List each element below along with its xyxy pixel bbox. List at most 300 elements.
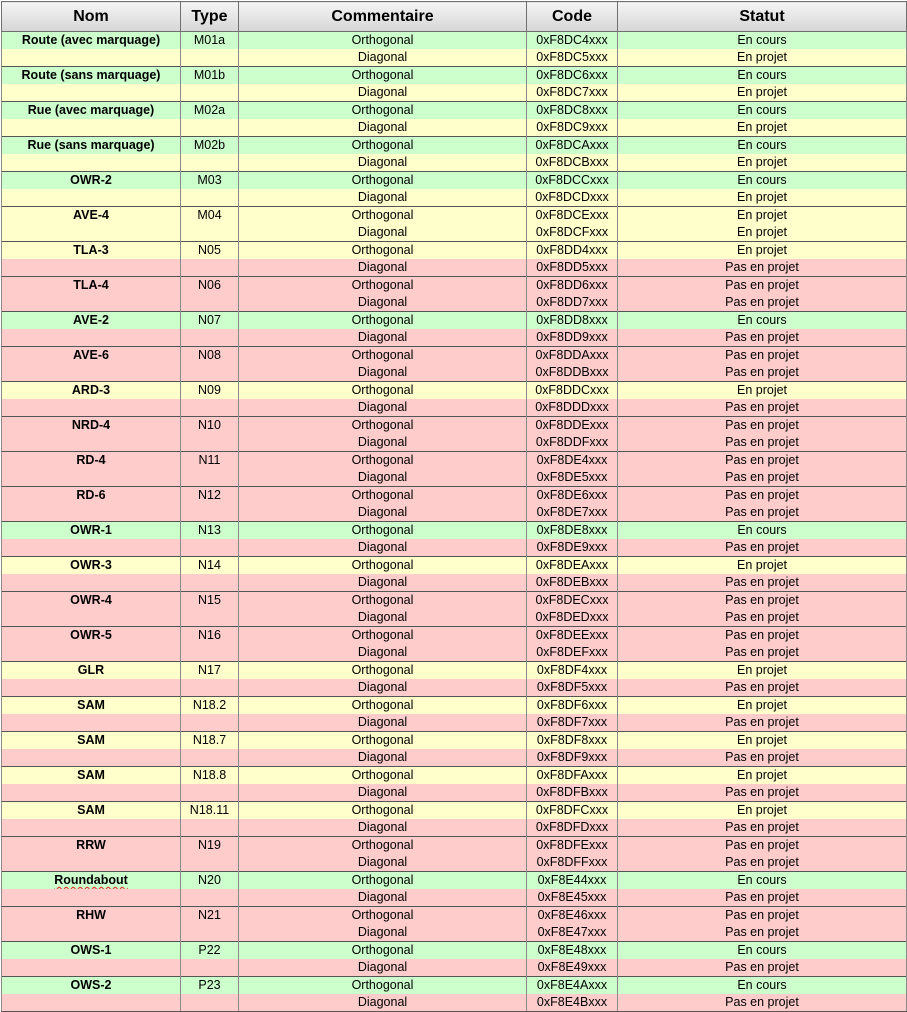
cell-statut: En projet bbox=[618, 662, 907, 680]
cell-nom bbox=[2, 294, 181, 312]
cell-code: 0xF8DD4xxx bbox=[527, 242, 618, 260]
cell-commentaire: Orthogonal bbox=[239, 977, 527, 995]
cell-statut: Pas en projet bbox=[618, 329, 907, 347]
table-row bbox=[2, 347, 907, 365]
cell-nom bbox=[2, 504, 181, 522]
cell-nom bbox=[2, 907, 181, 925]
nom-text: Roundabout bbox=[54, 873, 128, 887]
cell-type: M04 bbox=[181, 207, 239, 225]
cell-commentaire: Diagonal bbox=[239, 224, 527, 242]
cell-type bbox=[181, 574, 239, 592]
cell-type: N18.8 bbox=[181, 767, 239, 785]
cell-commentaire: Diagonal bbox=[239, 889, 527, 907]
nom-text: NRD-4 bbox=[71, 418, 111, 432]
table-row bbox=[2, 802, 907, 820]
nom-text: Rue (avec marquage) bbox=[27, 103, 155, 117]
table-row bbox=[2, 32, 907, 50]
cell-commentaire: Orthogonal bbox=[239, 277, 527, 295]
nom-text: OWS-1 bbox=[70, 943, 112, 957]
cell-nom bbox=[2, 802, 181, 820]
cell-statut: Pas en projet bbox=[618, 574, 907, 592]
cell-type: N20 bbox=[181, 872, 239, 890]
cell-commentaire: Orthogonal bbox=[239, 102, 527, 120]
cell-nom bbox=[2, 84, 181, 102]
cell-code: 0xF8E48xxx bbox=[527, 942, 618, 960]
cell-type bbox=[181, 329, 239, 347]
cell-nom bbox=[2, 872, 181, 890]
cell-commentaire: Diagonal bbox=[239, 364, 527, 382]
nom-text: SAM bbox=[77, 768, 105, 782]
cell-code: 0xF8E45xxx bbox=[527, 889, 618, 907]
table-row bbox=[2, 959, 907, 977]
cell-type: N07 bbox=[181, 312, 239, 330]
cell-commentaire: Orthogonal bbox=[239, 732, 527, 750]
cell-type: M03 bbox=[181, 172, 239, 190]
table-row bbox=[2, 767, 907, 785]
cell-nom bbox=[2, 137, 181, 155]
table-row bbox=[2, 889, 907, 907]
cell-commentaire: Diagonal bbox=[239, 644, 527, 662]
nom-text: OWR-1 bbox=[70, 523, 112, 537]
cell-code: 0xF8DF4xxx bbox=[527, 662, 618, 680]
cell-code: 0xF8DEAxxx bbox=[527, 557, 618, 575]
cell-code: 0xF8DC8xxx bbox=[527, 102, 618, 120]
cell-commentaire: Diagonal bbox=[239, 329, 527, 347]
cell-statut: Pas en projet bbox=[618, 959, 907, 977]
cell-commentaire: Diagonal bbox=[239, 49, 527, 67]
nom-text: TLA-3 bbox=[73, 243, 109, 257]
table-row bbox=[2, 242, 907, 260]
table-row bbox=[2, 627, 907, 645]
cell-code: 0xF8DD6xxx bbox=[527, 277, 618, 295]
cell-type: N14 bbox=[181, 557, 239, 575]
cell-type bbox=[181, 539, 239, 557]
cell-nom bbox=[2, 627, 181, 645]
cell-code: 0xF8DF7xxx bbox=[527, 714, 618, 732]
cell-statut: Pas en projet bbox=[618, 592, 907, 610]
cell-statut: En cours bbox=[618, 872, 907, 890]
cell-code: 0xF8DD5xxx bbox=[527, 259, 618, 277]
table-row bbox=[2, 592, 907, 610]
cell-commentaire: Orthogonal bbox=[239, 872, 527, 890]
table-row bbox=[2, 854, 907, 872]
cell-commentaire: Diagonal bbox=[239, 959, 527, 977]
cell-statut: Pas en projet bbox=[618, 539, 907, 557]
cell-commentaire: Orthogonal bbox=[239, 487, 527, 505]
cell-statut: En cours bbox=[618, 137, 907, 155]
table-row bbox=[2, 574, 907, 592]
cell-code: 0xF8E4Bxxx bbox=[527, 994, 618, 1012]
cell-nom bbox=[2, 574, 181, 592]
cell-type: N18.2 bbox=[181, 697, 239, 715]
cell-commentaire: Diagonal bbox=[239, 189, 527, 207]
cell-commentaire: Orthogonal bbox=[239, 32, 527, 50]
cell-nom bbox=[2, 417, 181, 435]
cell-commentaire: Orthogonal bbox=[239, 382, 527, 400]
cell-statut: En cours bbox=[618, 67, 907, 85]
cell-commentaire: Orthogonal bbox=[239, 417, 527, 435]
cell-type: P22 bbox=[181, 942, 239, 960]
cell-type: N08 bbox=[181, 347, 239, 365]
table-row bbox=[2, 312, 907, 330]
cell-statut: En projet bbox=[618, 154, 907, 172]
cell-nom bbox=[2, 452, 181, 470]
cell-type: N13 bbox=[181, 522, 239, 540]
cell-type: P23 bbox=[181, 977, 239, 995]
cell-statut: Pas en projet bbox=[618, 854, 907, 872]
cell-code: 0xF8DE8xxx bbox=[527, 522, 618, 540]
table-row bbox=[2, 364, 907, 382]
table-row bbox=[2, 557, 907, 575]
table-row bbox=[2, 697, 907, 715]
cell-type: N12 bbox=[181, 487, 239, 505]
cell-nom bbox=[2, 959, 181, 977]
table-row bbox=[2, 487, 907, 505]
cell-code: 0xF8DCDxxx bbox=[527, 189, 618, 207]
cell-nom bbox=[2, 784, 181, 802]
cell-nom bbox=[2, 259, 181, 277]
cell-type bbox=[181, 679, 239, 697]
cell-commentaire: Orthogonal bbox=[239, 697, 527, 715]
cell-commentaire: Diagonal bbox=[239, 84, 527, 102]
cell-statut: En projet bbox=[618, 732, 907, 750]
cell-type: N05 bbox=[181, 242, 239, 260]
cell-code: 0xF8DF5xxx bbox=[527, 679, 618, 697]
cell-commentaire: Diagonal bbox=[239, 924, 527, 942]
cell-statut: En projet bbox=[618, 119, 907, 137]
cell-commentaire: Diagonal bbox=[239, 399, 527, 417]
cell-code: 0xF8DFBxxx bbox=[527, 784, 618, 802]
nom-text: RHW bbox=[76, 908, 106, 922]
cell-nom bbox=[2, 487, 181, 505]
cell-nom bbox=[2, 242, 181, 260]
cell-commentaire: Orthogonal bbox=[239, 522, 527, 540]
cell-code: 0xF8DCExxx bbox=[527, 207, 618, 225]
nom-text: Rue (sans marquage) bbox=[27, 138, 155, 152]
cell-statut: En cours bbox=[618, 522, 907, 540]
cell-nom bbox=[2, 207, 181, 225]
cell-code: 0xF8E44xxx bbox=[527, 872, 618, 890]
cell-commentaire: Diagonal bbox=[239, 434, 527, 452]
cell-code: 0xF8DE4xxx bbox=[527, 452, 618, 470]
table-row bbox=[2, 329, 907, 347]
table-row bbox=[2, 277, 907, 295]
nom-text: AVE-2 bbox=[73, 313, 109, 327]
header-commentaire: Commentaire bbox=[239, 2, 527, 32]
table-row bbox=[2, 434, 907, 452]
cell-statut: Pas en projet bbox=[618, 452, 907, 470]
cell-code: 0xF8DE6xxx bbox=[527, 487, 618, 505]
table-row bbox=[2, 924, 907, 942]
cell-statut: Pas en projet bbox=[618, 627, 907, 645]
header-type: Type bbox=[181, 2, 239, 32]
cell-statut: Pas en projet bbox=[618, 837, 907, 855]
cell-code: 0xF8DEExxx bbox=[527, 627, 618, 645]
cell-nom bbox=[2, 277, 181, 295]
cell-code: 0xF8E49xxx bbox=[527, 959, 618, 977]
cell-code: 0xF8DFExxx bbox=[527, 837, 618, 855]
cell-type: M02b bbox=[181, 137, 239, 155]
cell-commentaire: Orthogonal bbox=[239, 137, 527, 155]
table-row bbox=[2, 609, 907, 627]
cell-statut: Pas en projet bbox=[618, 714, 907, 732]
cell-commentaire: Diagonal bbox=[239, 539, 527, 557]
cell-statut: Pas en projet bbox=[618, 277, 907, 295]
cell-statut: En cours bbox=[618, 942, 907, 960]
table-row bbox=[2, 84, 907, 102]
table-row bbox=[2, 679, 907, 697]
cell-statut: Pas en projet bbox=[618, 417, 907, 435]
nom-text: OWR-3 bbox=[70, 558, 112, 572]
cell-type bbox=[181, 399, 239, 417]
table-row bbox=[2, 644, 907, 662]
cell-nom bbox=[2, 697, 181, 715]
cell-code: 0xF8DDExxx bbox=[527, 417, 618, 435]
cell-type: N18.7 bbox=[181, 732, 239, 750]
cell-type bbox=[181, 994, 239, 1012]
cell-statut: En projet bbox=[618, 382, 907, 400]
cell-code: 0xF8DC6xxx bbox=[527, 67, 618, 85]
cell-code: 0xF8DEFxxx bbox=[527, 644, 618, 662]
table-row bbox=[2, 294, 907, 312]
cell-code: 0xF8DDAxxx bbox=[527, 347, 618, 365]
table-row bbox=[2, 119, 907, 137]
cell-nom bbox=[2, 662, 181, 680]
table-row bbox=[2, 662, 907, 680]
cell-nom bbox=[2, 119, 181, 137]
cell-type bbox=[181, 959, 239, 977]
cell-statut: Pas en projet bbox=[618, 434, 907, 452]
cell-nom bbox=[2, 49, 181, 67]
table-row bbox=[2, 784, 907, 802]
cell-nom bbox=[2, 347, 181, 365]
cell-code: 0xF8DC5xxx bbox=[527, 49, 618, 67]
cell-code: 0xF8DC7xxx bbox=[527, 84, 618, 102]
cell-statut: En projet bbox=[618, 697, 907, 715]
table-row bbox=[2, 942, 907, 960]
cell-type bbox=[181, 924, 239, 942]
cell-statut: En projet bbox=[618, 207, 907, 225]
cell-nom bbox=[2, 329, 181, 347]
cell-type: N17 bbox=[181, 662, 239, 680]
cell-statut: Pas en projet bbox=[618, 609, 907, 627]
cell-nom bbox=[2, 767, 181, 785]
cell-type bbox=[181, 609, 239, 627]
cell-nom bbox=[2, 434, 181, 452]
cell-commentaire: Diagonal bbox=[239, 994, 527, 1012]
cell-commentaire: Diagonal bbox=[239, 154, 527, 172]
cell-statut: Pas en projet bbox=[618, 784, 907, 802]
cell-commentaire: Diagonal bbox=[239, 819, 527, 837]
cell-type: N15 bbox=[181, 592, 239, 610]
cell-statut: En projet bbox=[618, 224, 907, 242]
cell-statut: Pas en projet bbox=[618, 504, 907, 522]
cell-type: M01b bbox=[181, 67, 239, 85]
cell-statut: Pas en projet bbox=[618, 399, 907, 417]
cell-statut: Pas en projet bbox=[618, 294, 907, 312]
cell-commentaire: Orthogonal bbox=[239, 207, 527, 225]
cell-statut: Pas en projet bbox=[618, 679, 907, 697]
cell-nom bbox=[2, 172, 181, 190]
table-row bbox=[2, 189, 907, 207]
table-row bbox=[2, 819, 907, 837]
cell-code: 0xF8DE9xxx bbox=[527, 539, 618, 557]
cell-nom bbox=[2, 557, 181, 575]
cell-nom bbox=[2, 224, 181, 242]
cell-nom bbox=[2, 102, 181, 120]
nom-text: ARD-3 bbox=[71, 383, 111, 397]
cell-code: 0xF8DCBxxx bbox=[527, 154, 618, 172]
cell-statut: Pas en projet bbox=[618, 364, 907, 382]
cell-statut: En cours bbox=[618, 172, 907, 190]
cell-type bbox=[181, 49, 239, 67]
cell-statut: Pas en projet bbox=[618, 924, 907, 942]
cell-commentaire: Diagonal bbox=[239, 784, 527, 802]
cell-code: 0xF8DEDxxx bbox=[527, 609, 618, 627]
cell-type: N11 bbox=[181, 452, 239, 470]
cell-nom bbox=[2, 189, 181, 207]
table-row bbox=[2, 224, 907, 242]
cell-type bbox=[181, 644, 239, 662]
cell-code: 0xF8DCAxxx bbox=[527, 137, 618, 155]
table-row bbox=[2, 469, 907, 487]
cell-type: N21 bbox=[181, 907, 239, 925]
cell-nom bbox=[2, 942, 181, 960]
nom-text: AVE-4 bbox=[73, 208, 109, 222]
cell-type bbox=[181, 189, 239, 207]
cell-statut: En projet bbox=[618, 802, 907, 820]
cell-commentaire: Diagonal bbox=[239, 854, 527, 872]
table-row bbox=[2, 714, 907, 732]
table-row bbox=[2, 259, 907, 277]
cell-nom bbox=[2, 312, 181, 330]
cell-nom bbox=[2, 522, 181, 540]
table-row bbox=[2, 522, 907, 540]
cell-commentaire: Orthogonal bbox=[239, 592, 527, 610]
cell-code: 0xF8DDDxxx bbox=[527, 399, 618, 417]
cell-statut: En projet bbox=[618, 189, 907, 207]
nom-text: SAM bbox=[77, 733, 105, 747]
nom-text: GLR bbox=[77, 663, 105, 677]
cell-type: M02a bbox=[181, 102, 239, 120]
cell-type bbox=[181, 889, 239, 907]
table-row bbox=[2, 907, 907, 925]
cell-nom bbox=[2, 539, 181, 557]
table-row bbox=[2, 872, 907, 890]
cell-commentaire: Diagonal bbox=[239, 294, 527, 312]
header-row bbox=[2, 2, 907, 32]
cell-nom bbox=[2, 994, 181, 1012]
cell-type bbox=[181, 84, 239, 102]
table-row bbox=[2, 749, 907, 767]
cell-commentaire: Orthogonal bbox=[239, 312, 527, 330]
cell-type: M01a bbox=[181, 32, 239, 50]
header-nom: Nom bbox=[2, 2, 181, 32]
cell-commentaire: Orthogonal bbox=[239, 662, 527, 680]
nom-text: OWR-5 bbox=[70, 628, 112, 642]
table-row bbox=[2, 382, 907, 400]
cell-statut: En projet bbox=[618, 557, 907, 575]
nom-text: OWR-2 bbox=[70, 173, 112, 187]
cell-code: 0xF8DD7xxx bbox=[527, 294, 618, 312]
cell-type bbox=[181, 259, 239, 277]
cell-nom bbox=[2, 732, 181, 750]
cell-commentaire: Orthogonal bbox=[239, 907, 527, 925]
cell-nom bbox=[2, 819, 181, 837]
cell-type bbox=[181, 714, 239, 732]
cell-nom bbox=[2, 592, 181, 610]
cell-type: N18.11 bbox=[181, 802, 239, 820]
cell-nom bbox=[2, 749, 181, 767]
cell-commentaire: Orthogonal bbox=[239, 172, 527, 190]
cell-code: 0xF8DDCxxx bbox=[527, 382, 618, 400]
cell-type bbox=[181, 819, 239, 837]
header-code: Code bbox=[527, 2, 618, 32]
cell-commentaire: Diagonal bbox=[239, 469, 527, 487]
cell-nom bbox=[2, 854, 181, 872]
table-body bbox=[2, 32, 907, 1012]
cell-code: 0xF8DF6xxx bbox=[527, 697, 618, 715]
table-row bbox=[2, 154, 907, 172]
cell-commentaire: Diagonal bbox=[239, 749, 527, 767]
cell-statut: Pas en projet bbox=[618, 819, 907, 837]
cell-commentaire: Diagonal bbox=[239, 714, 527, 732]
cell-code: 0xF8DDBxxx bbox=[527, 364, 618, 382]
table-row bbox=[2, 994, 907, 1012]
cell-type bbox=[181, 749, 239, 767]
cell-statut: Pas en projet bbox=[618, 749, 907, 767]
cell-commentaire: Orthogonal bbox=[239, 942, 527, 960]
cell-statut: En cours bbox=[618, 977, 907, 995]
cell-type bbox=[181, 504, 239, 522]
cell-statut: Pas en projet bbox=[618, 259, 907, 277]
cell-statut: En projet bbox=[618, 767, 907, 785]
header-statut: Statut bbox=[618, 2, 907, 32]
cell-code: 0xF8DF8xxx bbox=[527, 732, 618, 750]
cell-commentaire: Orthogonal bbox=[239, 627, 527, 645]
cell-code: 0xF8DD8xxx bbox=[527, 312, 618, 330]
cell-nom bbox=[2, 67, 181, 85]
cell-commentaire: Orthogonal bbox=[239, 767, 527, 785]
cell-statut: En cours bbox=[618, 102, 907, 120]
nom-text: Route (avec marquage) bbox=[21, 33, 161, 47]
cell-type bbox=[181, 224, 239, 242]
nom-text: OWS-2 bbox=[70, 978, 112, 992]
cell-code: 0xF8DCFxxx bbox=[527, 224, 618, 242]
cell-commentaire: Diagonal bbox=[239, 679, 527, 697]
cell-nom bbox=[2, 609, 181, 627]
cell-commentaire: Diagonal bbox=[239, 609, 527, 627]
cell-statut: En projet bbox=[618, 49, 907, 67]
table-row bbox=[2, 417, 907, 435]
cell-statut: Pas en projet bbox=[618, 487, 907, 505]
cell-code: 0xF8E47xxx bbox=[527, 924, 618, 942]
table-row bbox=[2, 452, 907, 470]
cell-commentaire: Orthogonal bbox=[239, 557, 527, 575]
nom-text: OWR-4 bbox=[70, 593, 112, 607]
cell-statut: Pas en projet bbox=[618, 907, 907, 925]
cell-type: N06 bbox=[181, 277, 239, 295]
cell-statut: Pas en projet bbox=[618, 644, 907, 662]
cell-nom bbox=[2, 469, 181, 487]
cell-code: 0xF8DE7xxx bbox=[527, 504, 618, 522]
table-row bbox=[2, 732, 907, 750]
cell-nom bbox=[2, 364, 181, 382]
cell-type bbox=[181, 434, 239, 452]
cell-type bbox=[181, 154, 239, 172]
cell-nom bbox=[2, 32, 181, 50]
table-row bbox=[2, 399, 907, 417]
